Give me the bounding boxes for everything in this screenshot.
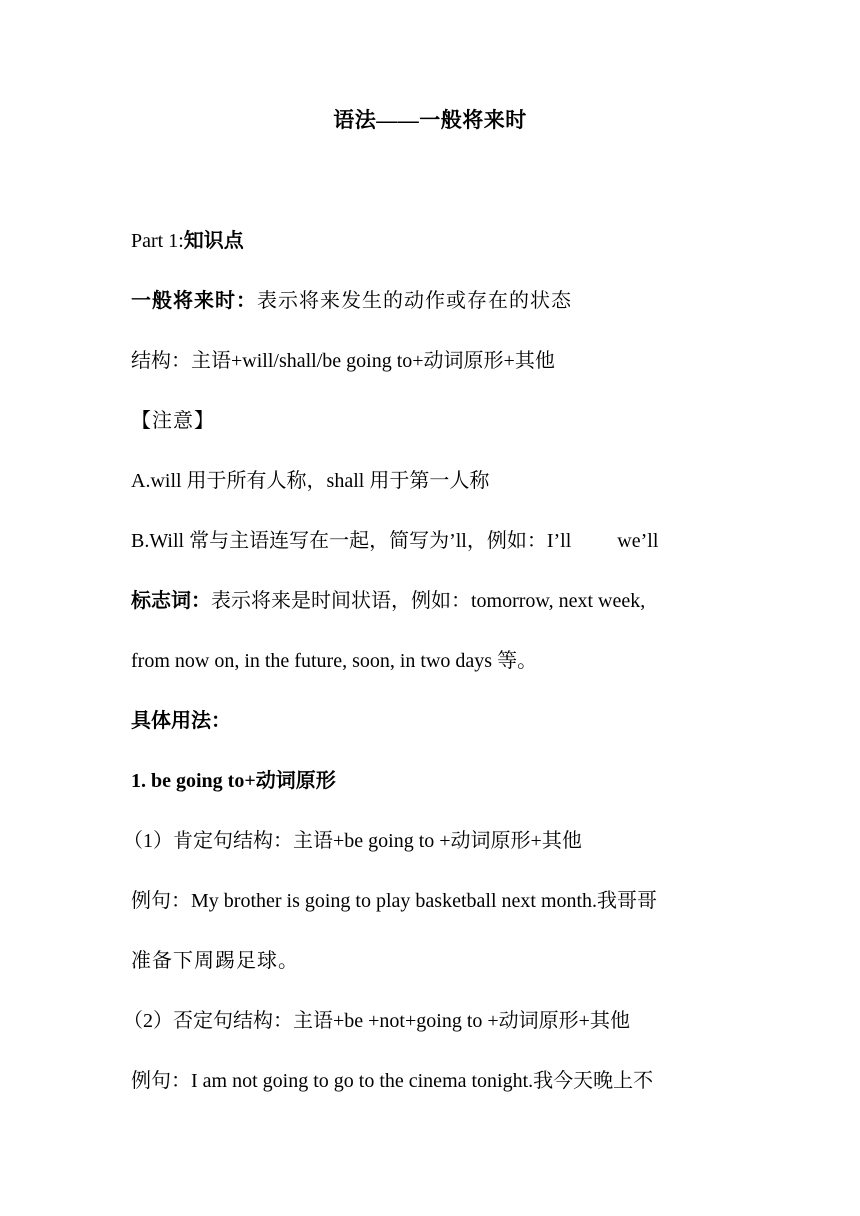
part-heading-label: 知识点 <box>183 230 244 252</box>
section-1-heading: 1. be going to+动词原形 <box>131 770 336 792</box>
signal-words-line <box>131 586 731 616</box>
structure-line: 结构：主语+will/shall/be going to+动词原形+其他 <box>131 350 555 372</box>
note-heading: 【注意】 <box>131 410 215 432</box>
affirmative-example-1: 例句：My brother is going to play basketball next month.我哥哥 <box>131 890 658 912</box>
negative-structure: （2）否定句结构：主语+be +not+going to +动词原形+其他 <box>123 1010 630 1032</box>
page-title: 语法——一般将来时 <box>333 108 527 132</box>
definition-line <box>131 286 731 316</box>
note-a: A.will 用于所有人称，shall 用于第一人称 <box>131 470 490 492</box>
affirmative-structure: （1）肯定句结构：主语+be going to +动词原形+其他 <box>123 830 582 852</box>
note-b-second-example: we’ll <box>617 530 659 552</box>
note-b-text: B.Will 常与主语连写在一起，简写为’ll，例如：I’ll <box>131 530 572 552</box>
signal-words-text-2: from now on, in the future, soon, in two days 等。 <box>131 650 538 672</box>
note-b <box>131 526 731 556</box>
usage-heading: 具体用法： <box>131 710 231 732</box>
signal-words-text-1: 表示将来是时间状语，例如：tomorrow, next week, <box>211 590 646 612</box>
part-heading-prefix: Part 1: <box>131 230 184 252</box>
part-heading <box>131 226 731 256</box>
definition-text: 表示将来发生的动作或存在的状态 <box>257 290 572 312</box>
affirmative-example-2: 准备下周踢足球。 <box>131 950 299 972</box>
signal-words-term: 标志词： <box>131 590 211 612</box>
negative-example-1: 例句：I am not going to go to the cinema tonight.我今天晚上不 <box>131 1070 654 1092</box>
definition-term: 一般将来时： <box>131 290 257 312</box>
